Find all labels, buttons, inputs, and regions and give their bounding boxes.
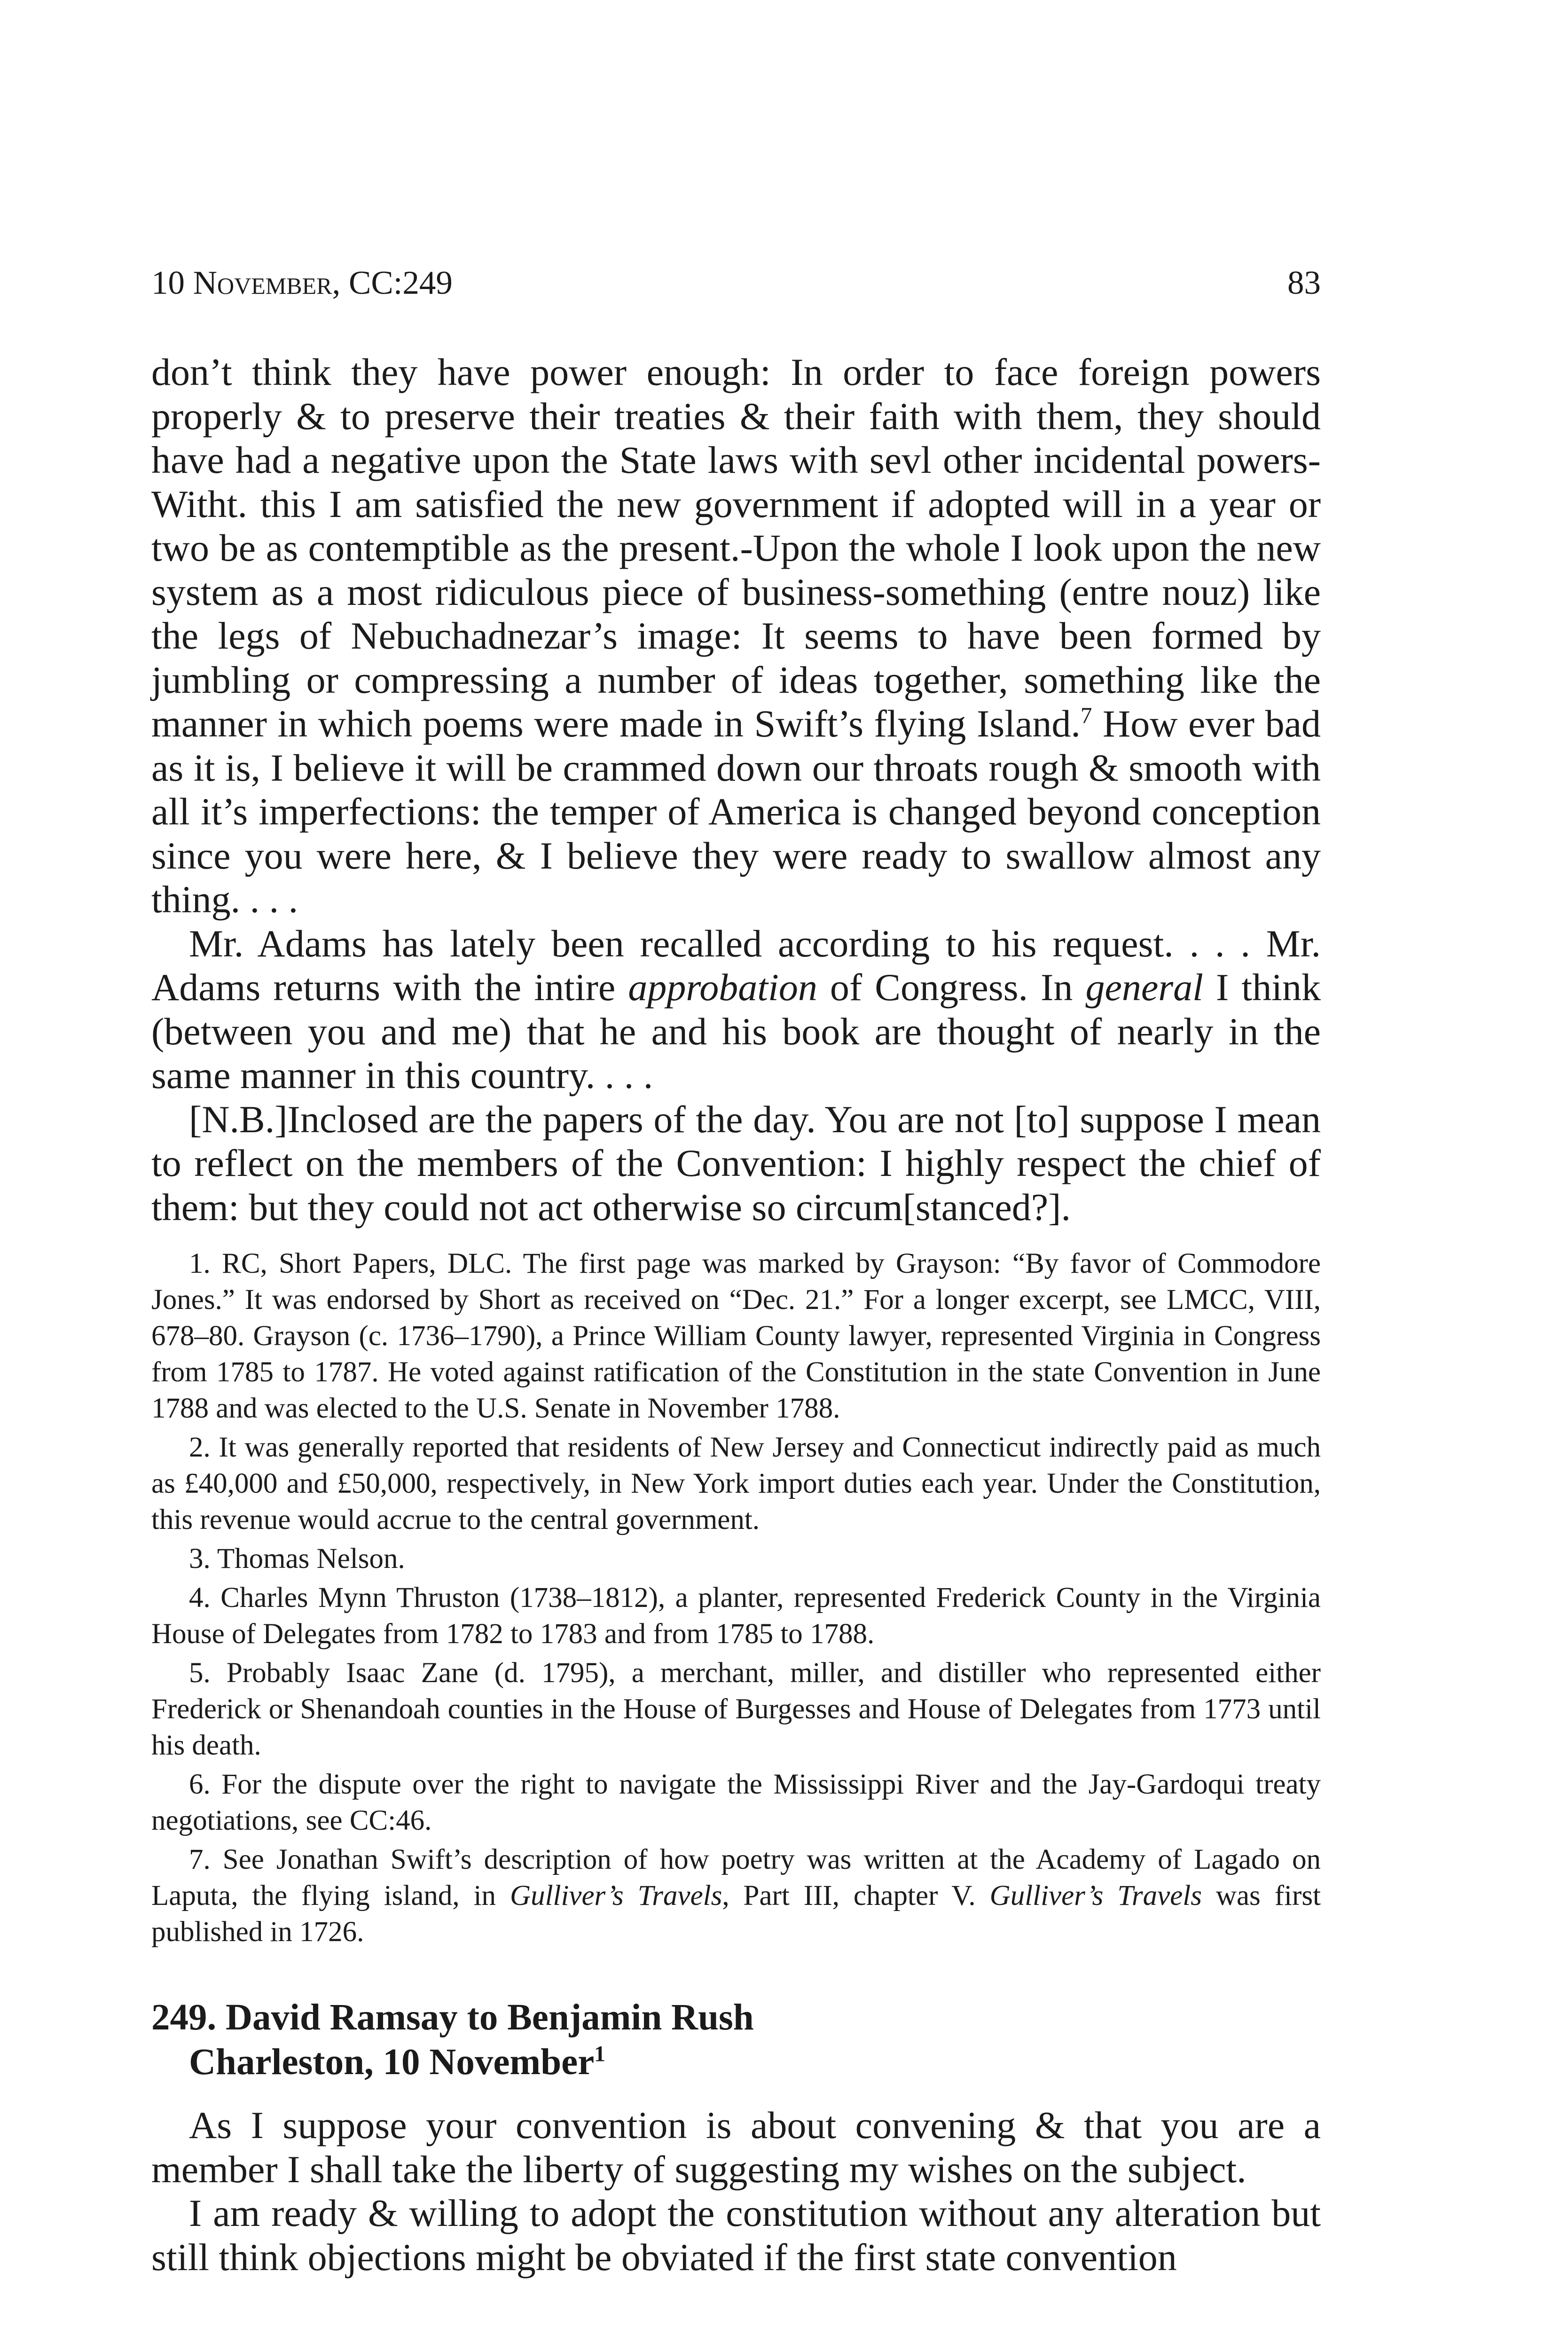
footnote-2: 2. It was generally reported that residents of New Jersey and Connecticut indirectly paid as much as £40,000 and £50,000, respectively, in New York import duties each year. Under the Constitution, this revenue would accrue to the central government. xyxy=(151,1432,1321,1535)
new-letter-paragraph-2: I am ready & willing to adopt the constitution without any alteration but still think objections might be obviated if the first state convention xyxy=(151,2192,1321,2279)
running-head-day: 10 xyxy=(151,265,193,301)
footnote-5: 5. Probably Isaac Zane (d. 1795), a merchant, miller, and distiller who represented either Frederick or Shenandoah counties in the House of Burgesses and House of Delegates from 1773 until his death. xyxy=(151,1657,1321,1761)
footnote-1: 1. RC, Short Papers, DLC. The first page was marked by Grayson: “By favor of Commodore Jones.” It was endorsed by Short as received on “Dec. 21.” For a longer excerpt, see LMCC, VIII, 678–80. Grayson (c. 1736–1790), a Prince William County lawyer, represented Virginia in Congress from 1785 to 1787. He voted against ratification of the Constitution in the state Convention in June 1788 and was elected to the U.S. Senate in November 1788. xyxy=(151,1248,1321,1424)
letter-new xyxy=(151,2103,1321,2279)
footnotes xyxy=(151,1246,1321,1953)
new-letter-paragraph-1: As I suppose your convention is about convening & that you are a member I shall take the liberty of suggesting my wishes on the subject. xyxy=(151,2104,1321,2191)
letter-continued xyxy=(151,350,1321,1229)
document-place-date: Charleston, 10 November$^1$ xyxy=(189,2042,605,2083)
running-head-month: November xyxy=(193,265,332,301)
running-head xyxy=(151,261,1321,306)
footnote-4: 4. Charles Mynn Thruston (1738–1812), a planter, represented Frederick County in the Virginia House of Delegates from 1782 to 1783 and from 1785 to 1788. xyxy=(151,1582,1321,1650)
running-head-ref: , CC:249 xyxy=(332,265,453,301)
document-title: 249. David Ramsay to Benjamin Rush xyxy=(151,1997,754,2038)
footnote-3: 3. Thomas Nelson. xyxy=(189,1543,405,1574)
footnote-6: 6. For the dispute over the right to navigate the Mississippi River and the Jay-Gardoqui treaty negotiations, see CC:46. xyxy=(151,1769,1321,1836)
footnote-7: 7. See Jonathan Swift’s description of how poetry was written at the Academy of Lagado on Laputa, the flying island, in Gulliver’s Travels, Part III, chapter V. Gulliver’s Travels was first published in 1726. xyxy=(151,1844,1321,1948)
letter-paragraph-3: [N.B.]Inclosed are the papers of the day. You are not [to] suppose I mean to reflect on the members of the Convention: I highly respect the chief of them: but they could not act otherwise so circum[stanced?]. xyxy=(151,1097,1321,1229)
footnote-ref-7: 7 xyxy=(1080,702,1092,728)
document-heading xyxy=(151,1995,1321,2084)
letter-paragraph-1: don’t think they have power enough: In order to face foreign powers properly & to preserve their treaties & their faith with them, they should have had a negative upon the State laws with sevl other incidental powers-Witht. this I am satisfied the new government if adopted will in a year or two be as contemptible as the present.-Upon the whole I look upon the new system as a most ridiculous piece of business-something (entre nouz) like the legs of Nebuchadnezar’s image: It seems to have been formed by jumbling or compressing a number of ideas together, something like the manner in which poems were made in Swift’s flying Island.$^7$ How ever bad as it is, I believe it will be crammed down our throats rough & smooth with all it’s imperfections: the temper of America is changed beyond conception since you were here, & I believe they were ready to swallow almost any thing. . . . xyxy=(151,351,1321,921)
letter-paragraph-2: Mr. Adams has lately been recalled according to his request. . . . Mr. Adams returns with the intire approbation of Congress. In general I think (between you and me) that he and his book are thought of nearly in the same manner in this country. . . . xyxy=(151,922,1321,1097)
running-head-left xyxy=(151,261,453,306)
footnote-ref-1: 1 xyxy=(594,2042,605,2067)
page-number: 83 xyxy=(1287,265,1321,301)
